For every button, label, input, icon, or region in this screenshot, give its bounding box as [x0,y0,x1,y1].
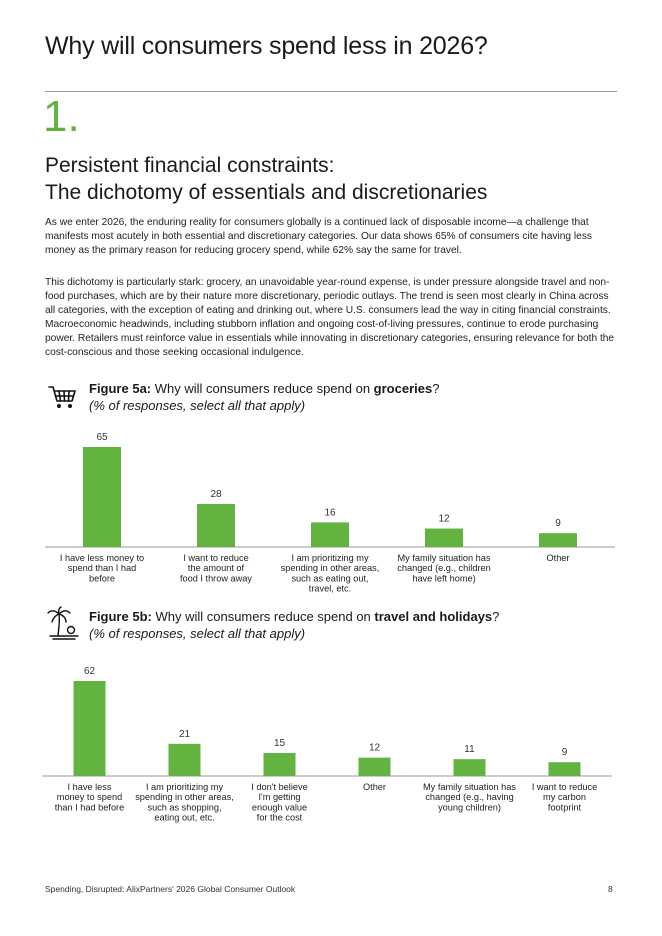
bar [169,744,201,776]
bar [311,522,349,547]
category-label: My family situation has changed (e.g., having young children) [423,782,516,813]
category-label: I have less money to spend than I had before [59,553,145,584]
data-label: 16 [324,507,336,519]
category-label: I want to reduce the amount of food I throw away [179,553,253,584]
intro-paragraph: As we enter 2026, the enduring reality for consumers globally is a continued lack of disposable income—a challenge that manifests most acutely in both essential and discretionary categories. Our data shows 65% of consumers cite having less money as the primary reason for reducing grocery spend, while 62% say the same for travel. [45,217,593,256]
data-label: 65 [96,432,108,443]
data-label: 12 [368,742,381,754]
shopping-cart-icon [48,384,78,410]
body-paragraph: This dichotomy is particularly stark: grocery, an unavoidable year-round expense, is under pressure alongside travel and non-food purchases, which are by their nature more discretionary, periodic outlays. The trend is seen most clearly in China across all categories, with the exception of eating and drinking out, where U.S. consumers lead the way in citing financial constraints. Macroeconomic headwinds, including stubborn inflation and ongoing cost-of-living pressures, continue to erode purchasing power. Retailers must reinforce value in essentials while innovating in discretionary categories, ensuring relevance for both the cost-conscious and those seeking occasional indulgence. [45,277,615,358]
data-label: 62 [83,666,96,677]
category-label: My family situation has changed (e.g., children have left home) [397,553,491,584]
travel-bar-chart [0,655,662,840]
data-label: 9 [561,747,568,759]
category-label: I want to reduce my carbon footprint [531,782,598,813]
figure-5a-title-prefix: Why will consumers reduce spend on [151,381,374,396]
figure-5b-title [89,608,619,642]
bar [359,758,391,776]
data-label: 21 [178,728,191,740]
bar [197,504,235,547]
page-number: 8 [608,884,613,894]
bar [264,753,296,776]
category-label: I am prioritizing my spending in other areas, such as eating out, travel, etc. [280,553,380,594]
category-label: Other [363,782,386,792]
section-heading-line1: Persistent financial constraints: [45,154,335,177]
category-label: I don't believe I'm getting enough value for the cost [251,782,308,823]
figure-5a-title-highlight: groceries [373,381,433,396]
groceries-bar-chart [0,415,662,605]
footer-source: Spending, Disrupted: AlixPartners' 2026 Global Consumer Outlook [45,884,296,894]
section-number: 1. [43,92,80,141]
figure-5b-title-prefix: Why will consumers reduce spend on [151,609,375,624]
section-heading [45,152,617,206]
bar [83,447,121,547]
figure-5b-title-highlight: travel and holidays [374,609,493,624]
figure-5a-label: Figure 5a: [89,381,152,396]
figure-5b-title-suffix: ? [492,609,500,624]
figure-5a-subtitle: (% of responses, select all that apply) [89,398,306,413]
palm-tree-sun-icon [46,606,80,640]
figure-5b-label: Figure 5b: [89,609,152,624]
section-heading-line2: The dichotomy of essentials and discretionaries [45,181,488,204]
figure-5b-subtitle: (% of responses, select all that apply) [89,626,306,641]
category-label: I have less money to spend than I had before [54,782,125,813]
bar [549,762,581,776]
figure-5a-title-suffix: ? [432,381,440,396]
bar [539,533,577,547]
category-label: I am prioritizing my spending in other areas, such as shopping, eating out, etc. [135,782,234,823]
data-label: 11 [464,744,475,756]
data-label: 28 [210,488,222,500]
data-label: 12 [438,513,450,525]
page-title: Why will consumers spend less in 2026? [45,32,488,60]
bar [74,681,106,776]
bar [454,759,486,776]
figure-5a-title [89,380,619,414]
title-divider [45,91,617,92]
category-label: Other [546,553,570,563]
data-label: 15 [273,738,286,750]
bar [425,529,463,547]
data-label: 9 [555,518,561,530]
